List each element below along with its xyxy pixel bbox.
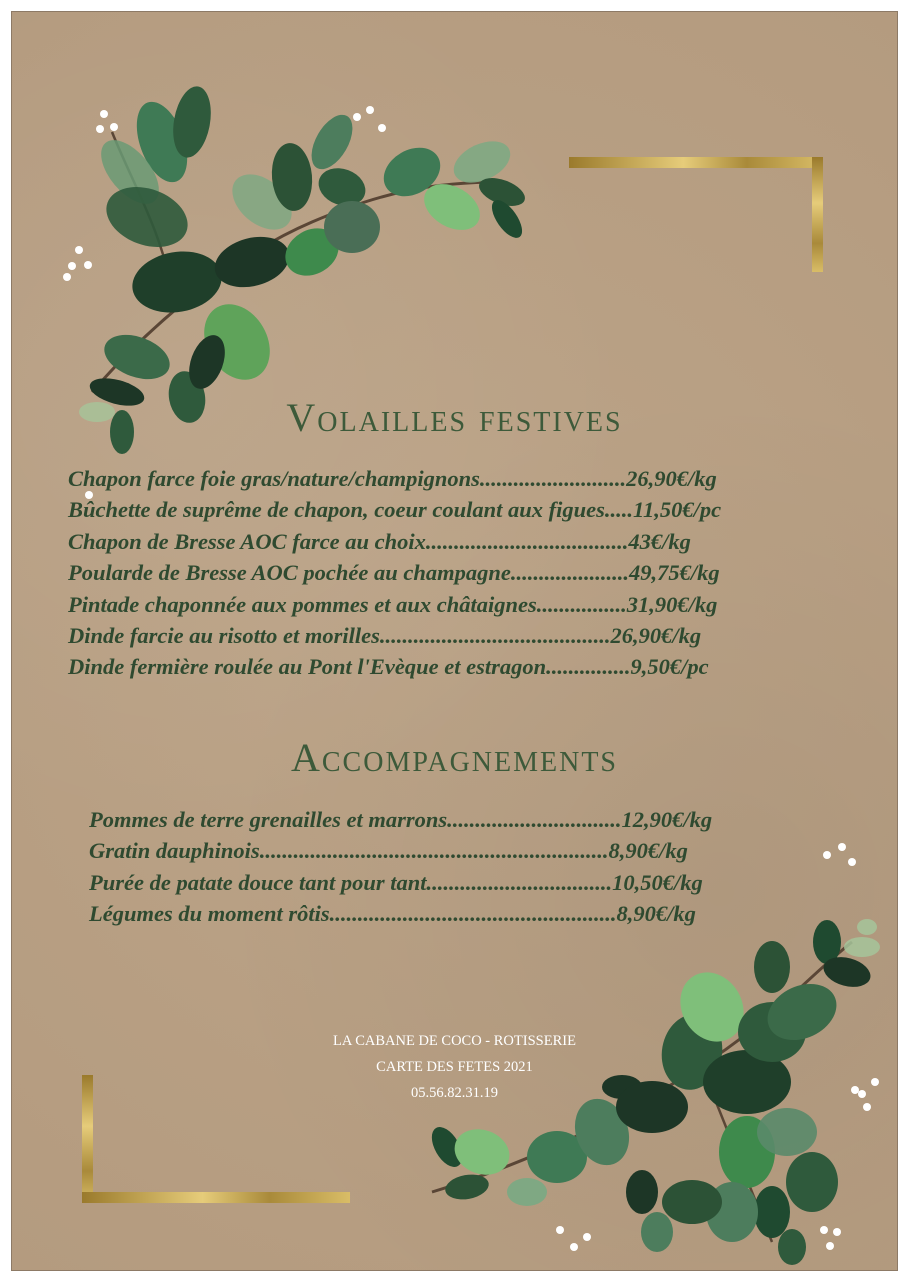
list-item: Gratin dauphinois..............................................................8,90€/kg: [89, 838, 688, 864]
restaurant-name: LA CABANE DE COCO - ROTISSERIE: [333, 1033, 576, 1049]
list-item: Pintade chaponnée aux pommes et aux châtaignes................31,90€/kg: [68, 591, 718, 617]
list-item: Poularde de Bresse AOC pochée au champagne.....................49,75€/kg: [68, 560, 720, 586]
section-title-accompagnements: Accompagnements: [290, 735, 619, 780]
list-item: Purée de patate douce tant pour tant.................................10,50€/kg: [89, 869, 703, 895]
list-item: Légumes du moment rôtis...................................................8,90€/kg: [89, 901, 696, 927]
list-item: Pommes de terre grenailles et marrons...............................12,90€/kg: [89, 807, 713, 832]
phone-number: 05.56.82.31.19: [411, 1085, 498, 1101]
section-title-volailles: Volailles festives: [286, 395, 623, 440]
menu-title: CARTE DES FETES 2021: [376, 1059, 533, 1075]
list-item: Chapon farce foie gras/nature/champignons..........................26,90€/kg: [68, 466, 717, 491]
list-item: Chapon de Bresse AOC farce au choix....................................43€/kg: [68, 528, 691, 554]
accompagnements-list: [89, 804, 712, 930]
list-item: Dinde fermière roulée au Pont l'Evèque et estragon...............9,50€/pc: [68, 654, 709, 680]
footer: [12, 1028, 897, 1106]
list-item: Bûchette de suprême de chapon, coeur coulant aux figues.....11,50€/pc: [68, 497, 722, 523]
menu-page: [11, 11, 898, 1271]
volailles-list: [68, 463, 721, 683]
list-item: Dinde farcie au risotto et morilles.........................................26,90€/kg: [68, 623, 702, 649]
